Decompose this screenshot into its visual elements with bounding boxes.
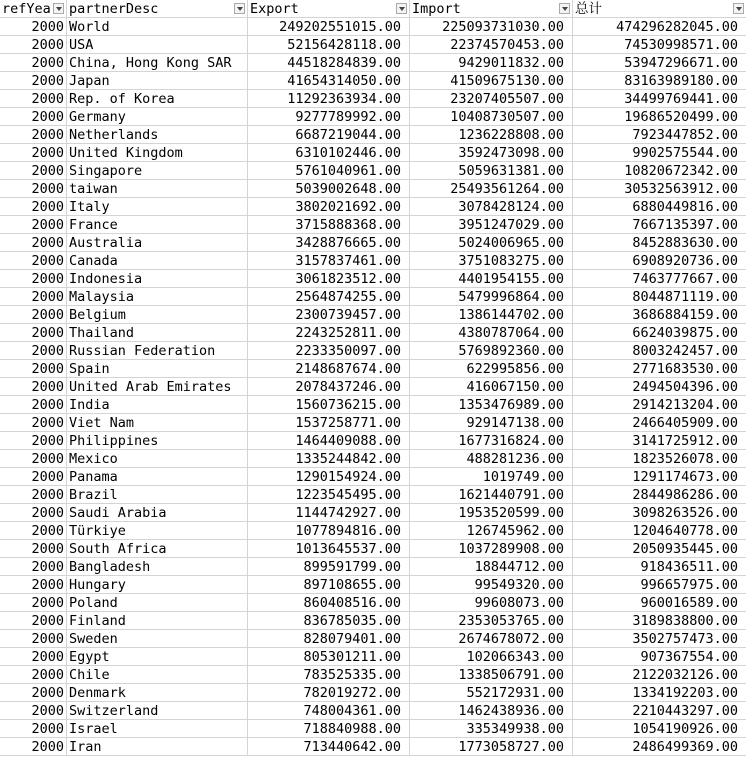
table-row [0,288,746,306]
cell-import[interactable]: 1019749.00 [410,468,573,486]
cell-refyear[interactable]: 2000 [0,90,67,108]
cell-total[interactable]: 19686520499.00 [573,108,746,126]
cell-export[interactable]: 899591799.00 [248,558,410,576]
cell-total[interactable]: 1334192203.00 [573,684,746,702]
table-row [0,522,746,540]
cell-total[interactable]: 2050935445.00 [573,540,746,558]
cell-refyear[interactable]: 2000 [0,522,67,540]
cell-import[interactable]: 5479996864.00 [410,288,573,306]
cell-refyear[interactable]: 2000 [0,306,67,324]
cell-refyear[interactable]: 2000 [0,432,67,450]
cell-refyear[interactable]: 2000 [0,180,67,198]
table-row [0,666,746,684]
cell-partner[interactable]: Belgium [67,306,248,324]
cell-partner[interactable]: Thailand [67,324,248,342]
cell-partner[interactable]: Germany [67,108,248,126]
cell-partner[interactable]: Israel [67,720,248,738]
cell-refyear[interactable]: 2000 [0,198,67,216]
cell-partner[interactable]: World [67,18,248,36]
cell-refyear[interactable]: 2000 [0,216,67,234]
cell-export[interactable]: 3157837461.00 [248,252,410,270]
cell-partner[interactable]: Finland [67,612,248,630]
cell-partner[interactable]: Singapore [67,162,248,180]
cell-total[interactable]: 1823526078.00 [573,450,746,468]
cell-partner[interactable]: Poland [67,594,248,612]
cell-refyear[interactable]: 2000 [0,468,67,486]
cell-export[interactable]: 805301211.00 [248,648,410,666]
cell-refyear[interactable]: 2000 [0,108,67,126]
header-row [0,0,746,18]
cell-import[interactable]: 416067150.00 [410,378,573,396]
cell-partner[interactable]: Viet Nam [67,414,248,432]
cell-partner[interactable]: Philippines [67,432,248,450]
cell-total[interactable]: 83163989180.00 [573,72,746,90]
cell-import[interactable]: 1386144702.00 [410,306,573,324]
cell-total[interactable]: 6624039875.00 [573,324,746,342]
cell-total[interactable]: 2914213204.00 [573,396,746,414]
cell-import[interactable]: 552172931.00 [410,684,573,702]
cell-partner[interactable]: Brazil [67,486,248,504]
cell-import[interactable]: 1236228808.00 [410,126,573,144]
table-row [0,576,746,594]
table-row [0,72,746,90]
cell-import[interactable]: 929147138.00 [410,414,573,432]
cell-export[interactable]: 2233350097.00 [248,342,410,360]
cell-total[interactable]: 7923447852.00 [573,126,746,144]
cell-export[interactable]: 1464409088.00 [248,432,410,450]
cell-refyear[interactable]: 2000 [0,126,67,144]
cell-export[interactable]: 3802021692.00 [248,198,410,216]
cell-partner[interactable]: China, Hong Kong SAR [67,54,248,72]
cell-partner[interactable]: Spain [67,360,248,378]
cell-total[interactable]: 474296282045.00 [573,18,746,36]
table-row [0,90,746,108]
table-row [0,270,746,288]
filter-dropdown-icon[interactable] [53,3,64,14]
cell-import[interactable]: 4380787064.00 [410,324,573,342]
cell-export[interactable]: 1013645537.00 [248,540,410,558]
table-row [0,738,746,756]
cell-import[interactable]: 5769892360.00 [410,342,573,360]
table-row [0,648,746,666]
table-row [0,126,746,144]
cell-import[interactable]: 3751083275.00 [410,252,573,270]
cell-export[interactable]: 5761040961.00 [248,162,410,180]
filter-dropdown-icon[interactable] [396,3,407,14]
table-row [0,180,746,198]
cell-partner[interactable]: Chile [67,666,248,684]
cell-import[interactable]: 25493561264.00 [410,180,573,198]
cell-total[interactable]: 2844986286.00 [573,486,746,504]
table-row [0,702,746,720]
cell-partner[interactable]: Panama [67,468,248,486]
table-row [0,216,746,234]
cell-refyear[interactable]: 2000 [0,378,67,396]
cell-refyear[interactable]: 2000 [0,576,67,594]
cell-export[interactable]: 718840988.00 [248,720,410,738]
cell-total[interactable]: 2771683530.00 [573,360,746,378]
table-row [0,162,746,180]
cell-export[interactable]: 5039002648.00 [248,180,410,198]
cell-total[interactable]: 1054190926.00 [573,720,746,738]
cell-refyear[interactable]: 2000 [0,648,67,666]
cell-total[interactable]: 34499769441.00 [573,90,746,108]
cell-export[interactable]: 44518284839.00 [248,54,410,72]
cell-total[interactable]: 53947296671.00 [573,54,746,72]
cell-import[interactable]: 3078428124.00 [410,198,573,216]
cell-import[interactable]: 99549320.00 [410,576,573,594]
cell-partner[interactable]: South Africa [67,540,248,558]
cell-partner[interactable]: Malaysia [67,288,248,306]
cell-refyear[interactable]: 2000 [0,666,67,684]
cell-export[interactable]: 3428876665.00 [248,234,410,252]
table-row [0,36,746,54]
table-row [0,432,746,450]
cell-total[interactable]: 1204640778.00 [573,522,746,540]
header-refyear[interactable]: refYea [0,0,67,18]
cell-partner[interactable]: Bangladesh [67,558,248,576]
cell-import[interactable]: 126745962.00 [410,522,573,540]
cell-total[interactable]: 3098263526.00 [573,504,746,522]
cell-import[interactable]: 3592473098.00 [410,144,573,162]
cell-refyear[interactable]: 2000 [0,450,67,468]
table-row [0,450,746,468]
table-row [0,414,746,432]
cell-total[interactable]: 6880449816.00 [573,198,746,216]
cell-partner[interactable]: Japan [67,72,248,90]
table-row [0,594,746,612]
cell-total[interactable]: 907367554.00 [573,648,746,666]
cell-import[interactable]: 335349938.00 [410,720,573,738]
cell-export[interactable]: 1223545495.00 [248,486,410,504]
cell-partner[interactable]: United Kingdom [67,144,248,162]
cell-import[interactable]: 225093731030.00 [410,18,573,36]
filter-dropdown-icon[interactable] [733,3,744,14]
cell-total[interactable]: 1291174673.00 [573,468,746,486]
cell-export[interactable]: 2300739457.00 [248,306,410,324]
cell-import[interactable]: 1677316824.00 [410,432,573,450]
cell-partner[interactable]: Switzerland [67,702,248,720]
cell-partner[interactable]: Italy [67,198,248,216]
cell-refyear[interactable]: 2000 [0,144,67,162]
cell-export[interactable]: 6310102446.00 [248,144,410,162]
cell-partner[interactable]: Egypt [67,648,248,666]
cell-export[interactable]: 828079401.00 [248,630,410,648]
table-row [0,630,746,648]
cell-partner[interactable]: Türkiye [67,522,248,540]
cell-refyear[interactable]: 2000 [0,54,67,72]
cell-total[interactable]: 9902575544.00 [573,144,746,162]
table-row [0,684,746,702]
cell-export[interactable]: 52156428118.00 [248,36,410,54]
table-row [0,108,746,126]
cell-export[interactable]: 2148687674.00 [248,360,410,378]
cell-refyear[interactable]: 2000 [0,72,67,90]
cell-refyear[interactable]: 2000 [0,270,67,288]
table-row [0,252,746,270]
cell-refyear[interactable]: 2000 [0,702,67,720]
cell-partner[interactable]: India [67,396,248,414]
cell-export[interactable]: 748004361.00 [248,702,410,720]
cell-export[interactable]: 1290154924.00 [248,468,410,486]
cell-export[interactable]: 1144742927.00 [248,504,410,522]
table-row [0,396,746,414]
table-row [0,486,746,504]
cell-partner[interactable]: United Arab Emirates [67,378,248,396]
cell-export[interactable]: 6687219044.00 [248,126,410,144]
cell-refyear[interactable]: 2000 [0,612,67,630]
cell-export[interactable]: 860408516.00 [248,594,410,612]
cell-import[interactable]: 4401954155.00 [410,270,573,288]
cell-import[interactable]: 488281236.00 [410,450,573,468]
cell-import[interactable]: 5024006965.00 [410,234,573,252]
cell-refyear[interactable]: 2000 [0,396,67,414]
cell-total[interactable]: 918436511.00 [573,558,746,576]
cell-export[interactable]: 836785035.00 [248,612,410,630]
cell-import[interactable]: 9429011832.00 [410,54,573,72]
cell-import[interactable]: 1353476989.00 [410,396,573,414]
cell-import[interactable]: 10408730507.00 [410,108,573,126]
cell-refyear[interactable]: 2000 [0,630,67,648]
table-row [0,558,746,576]
cell-total[interactable]: 8044871119.00 [573,288,746,306]
cell-export[interactable]: 2078437246.00 [248,378,410,396]
cell-refyear[interactable]: 2000 [0,558,67,576]
cell-import[interactable]: 23207405507.00 [410,90,573,108]
cell-partner[interactable]: Sweden [67,630,248,648]
cell-partner[interactable]: Australia [67,234,248,252]
cell-total[interactable]: 2494504396.00 [573,378,746,396]
cell-partner[interactable]: Russian Federation [67,342,248,360]
table-row [0,612,746,630]
cell-partner[interactable]: USA [67,36,248,54]
cell-export[interactable]: 1077894816.00 [248,522,410,540]
cell-export[interactable]: 1560736215.00 [248,396,410,414]
cell-partner[interactable]: Hungary [67,576,248,594]
cell-export[interactable]: 897108655.00 [248,576,410,594]
cell-total[interactable]: 10820672342.00 [573,162,746,180]
cell-import[interactable]: 2674678072.00 [410,630,573,648]
cell-total[interactable]: 3189838800.00 [573,612,746,630]
cell-total[interactable]: 3502757473.00 [573,630,746,648]
table-row [0,720,746,738]
cell-partner[interactable]: Mexico [67,450,248,468]
cell-refyear[interactable]: 2000 [0,594,67,612]
cell-total[interactable]: 74530998571.00 [573,36,746,54]
header-total[interactable]: 总计 [573,0,746,18]
cell-total[interactable]: 7463777667.00 [573,270,746,288]
filter-dropdown-icon[interactable] [559,3,570,14]
cell-partner[interactable]: Rep. of Korea [67,90,248,108]
cell-total[interactable]: 2210443297.00 [573,702,746,720]
header-export[interactable]: Export [248,0,410,18]
cell-refyear[interactable]: 2000 [0,288,67,306]
cell-import[interactable]: 5059631381.00 [410,162,573,180]
cell-total[interactable]: 996657975.00 [573,576,746,594]
table-row [0,54,746,72]
header-partnerdesc[interactable]: partnerDesc [67,0,248,18]
cell-import[interactable]: 1953520599.00 [410,504,573,522]
cell-total[interactable]: 3686884159.00 [573,306,746,324]
cell-import[interactable]: 2353053765.00 [410,612,573,630]
cell-import[interactable]: 41509675130.00 [410,72,573,90]
cell-export[interactable]: 2564874255.00 [248,288,410,306]
cell-partner[interactable]: Denmark [67,684,248,702]
table-row [0,504,746,522]
cell-refyear[interactable]: 2000 [0,18,67,36]
cell-refyear[interactable]: 2000 [0,360,67,378]
cell-total[interactable]: 7667135397.00 [573,216,746,234]
cell-partner[interactable]: France [67,216,248,234]
cell-export[interactable]: 9277789992.00 [248,108,410,126]
cell-total[interactable]: 3141725912.00 [573,432,746,450]
cell-export[interactable]: 1537258771.00 [248,414,410,432]
cell-export[interactable]: 713440642.00 [248,738,410,756]
cell-total[interactable]: 6908920736.00 [573,252,746,270]
table-row [0,378,746,396]
table-row [0,540,746,558]
cell-partner[interactable]: Indonesia [67,270,248,288]
cell-import[interactable]: 99608073.00 [410,594,573,612]
table-row [0,360,746,378]
cell-total[interactable]: 960016589.00 [573,594,746,612]
filter-dropdown-icon[interactable] [234,3,245,14]
table-row [0,18,746,36]
cell-refyear[interactable]: 2000 [0,486,67,504]
cell-refyear[interactable]: 2000 [0,342,67,360]
cell-export[interactable]: 3061823512.00 [248,270,410,288]
table-row [0,342,746,360]
cell-total[interactable]: 30532563912.00 [573,180,746,198]
table-row [0,144,746,162]
cell-total[interactable]: 8452883630.00 [573,234,746,252]
cell-import[interactable]: 102066343.00 [410,648,573,666]
table-row [0,324,746,342]
cell-refyear[interactable]: 2000 [0,36,67,54]
cell-total[interactable]: 2466405909.00 [573,414,746,432]
cell-refyear[interactable]: 2000 [0,162,67,180]
cell-import[interactable]: 1037289908.00 [410,540,573,558]
table-row [0,234,746,252]
header-import[interactable]: Import [410,0,573,18]
cell-export[interactable]: 3715888368.00 [248,216,410,234]
cell-total[interactable]: 2486499369.00 [573,738,746,756]
cell-import[interactable]: 1462438936.00 [410,702,573,720]
cell-export[interactable]: 41654314050.00 [248,72,410,90]
cell-import[interactable]: 18844712.00 [410,558,573,576]
cell-refyear[interactable]: 2000 [0,252,67,270]
cell-refyear[interactable]: 2000 [0,234,67,252]
cell-import[interactable]: 622995856.00 [410,360,573,378]
cell-partner[interactable]: Saudi Arabia [67,504,248,522]
cell-export[interactable]: 11292363934.00 [248,90,410,108]
table-row [0,198,746,216]
cell-partner[interactable]: Iran [67,738,248,756]
cell-partner[interactable]: taiwan [67,180,248,198]
cell-import[interactable]: 1621440791.00 [410,486,573,504]
cell-refyear[interactable]: 2000 [0,540,67,558]
cell-import[interactable]: 3951247029.00 [410,216,573,234]
cell-export[interactable]: 1335244842.00 [248,450,410,468]
cell-refyear[interactable]: 2000 [0,414,67,432]
cell-import[interactable]: 1773058727.00 [410,738,573,756]
cell-refyear[interactable]: 2000 [0,738,67,756]
cell-export[interactable]: 782019272.00 [248,684,410,702]
cell-refyear[interactable]: 2000 [0,324,67,342]
cell-partner[interactable]: Netherlands [67,126,248,144]
cell-total[interactable]: 8003242457.00 [573,342,746,360]
cell-refyear[interactable]: 2000 [0,720,67,738]
cell-refyear[interactable]: 2000 [0,504,67,522]
table-row [0,306,746,324]
cell-total[interactable]: 2122032126.00 [573,666,746,684]
cell-import[interactable]: 1338506791.00 [410,666,573,684]
table-row [0,468,746,486]
cell-import[interactable]: 22374570453.00 [410,36,573,54]
cell-export[interactable]: 783525335.00 [248,666,410,684]
cell-export[interactable]: 2243252811.00 [248,324,410,342]
cell-export[interactable]: 249202551015.00 [248,18,410,36]
cell-partner[interactable]: Canada [67,252,248,270]
cell-refyear[interactable]: 2000 [0,684,67,702]
